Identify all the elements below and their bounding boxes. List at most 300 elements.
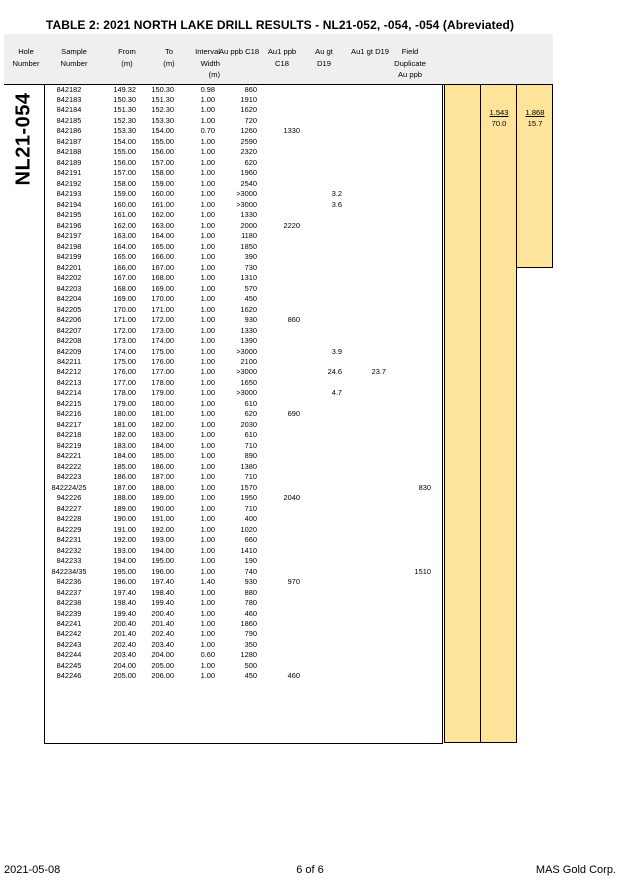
cell-to: 186.00 [151,461,174,471]
cell-to: 164.00 [151,231,174,241]
cell-to: 157.00 [151,157,174,167]
table-row [44,388,443,398]
cell-au1-d19: 23.7 [371,367,386,377]
cell-width: 1.00 [200,367,215,377]
cell-to: 205.00 [151,660,174,670]
cell-width: 1.00 [200,336,215,346]
cell-to: 158.00 [151,168,174,178]
cell-au-c18: 730 [244,262,257,272]
cell-au-c18: 1390 [240,336,257,346]
cell-to: 159.00 [151,178,174,188]
cell-sample: 842218 [56,430,82,440]
cell-from: 177.00 [113,377,136,387]
cell-width: 1.00 [200,587,215,597]
table-header [4,34,553,85]
cell-sample: 842194 [56,199,82,209]
cell-au-c18: 1570 [240,482,257,492]
header-hole: Hole Number [12,47,40,68]
cell-width: 1.00 [200,377,215,387]
highlight-column-2 [480,84,517,743]
cell-sample: 842239 [56,608,82,618]
cell-to: 166.00 [151,252,174,262]
cell-au-c18: 350 [244,639,257,649]
cell-au-c18: 710 [244,472,257,482]
cell-from: 193.00 [113,545,136,555]
cell-sample: 842238 [56,598,82,608]
table-row [44,189,443,199]
cell-width: 1.00 [200,178,215,188]
table-row [44,619,443,629]
cell-sample: 842231 [56,535,82,545]
table-row [44,147,443,157]
cell-au-d19: 3.2 [331,189,342,199]
cell-width: 1.00 [200,356,215,366]
cell-au-c18: 930 [244,315,257,325]
cell-width: 1.00 [200,199,215,209]
cell-from: 195.00 [113,566,136,576]
cell-sample: 842228 [56,514,82,524]
cell-from: 149.32 [113,84,136,94]
table-row [44,105,443,115]
header-sample: Sample Number [60,47,88,68]
cell-au-c18: 930 [244,577,257,587]
cell-to: 181.00 [151,409,174,419]
table-row [44,514,443,524]
cell-to: 189.00 [151,493,174,503]
cell-from: 205.00 [113,671,136,681]
table-row [44,598,443,608]
cell-sample: 842186 [56,126,82,136]
cell-au-c18: 1620 [240,105,257,115]
cell-width: 0.60 [200,650,215,660]
cell-sample: 842223 [56,472,82,482]
cell-to: 200.40 [151,608,174,618]
table-row [44,336,443,346]
cell-from: 196.00 [113,577,136,587]
cell-from: 170.00 [113,304,136,314]
cell-au-c18: 790 [244,629,257,639]
cell-from: 181.00 [113,419,136,429]
cell-au-c18: 1410 [240,545,257,555]
cell-width: 1.00 [200,157,215,167]
cell-sample: 842217 [56,419,82,429]
cell-to: 194.00 [151,545,174,555]
header-to: To (m) [163,47,175,68]
cell-width: 1.00 [200,618,215,628]
cell-sample: 842212 [56,367,82,377]
cell-to: 196.00 [151,566,174,576]
cell-sample: 842233 [56,556,82,566]
cell-sample: 842199 [56,252,82,262]
cell-to: 167.00 [151,262,174,272]
cell-to: 187.00 [151,472,174,482]
cell-sample: 842193 [56,189,82,199]
table-row [44,650,443,660]
cell-from: 163.00 [113,231,136,241]
cell-au-c18: 610 [244,430,257,440]
cell-width: 1.00 [200,388,215,398]
cell-sample: 842221 [56,451,82,461]
table-row [44,430,443,440]
cell-width: 1.00 [200,273,215,283]
cell-sample: 842201 [56,262,82,272]
cell-sample: 842185 [56,115,82,125]
table-row [44,399,443,409]
cell-sample: 842237 [56,587,82,597]
table-row [44,326,443,336]
cell-width: 1.00 [200,231,215,241]
table-row [44,378,443,388]
cell-from: 150.30 [113,94,136,104]
cell-to: 152.30 [151,105,174,115]
table-row [44,95,443,105]
cell-to: 155.00 [151,136,174,146]
cell-from: 176.00 [113,367,136,377]
cell-to: 163.00 [151,220,174,230]
cell-sample: 842246 [56,671,82,681]
cell-to: 182.00 [151,419,174,429]
cell-to: 195.00 [151,556,174,566]
table-row [44,305,443,315]
header-duplicate: Field Duplicate Au ppb [394,47,426,79]
cell-au-c18: 2320 [240,147,257,157]
cell-sample: 842222 [56,461,82,471]
cell-to: 161.00 [151,199,174,209]
cell-to: 168.00 [151,273,174,283]
cell-to: 190.00 [151,503,174,513]
cell-from: 190.00 [113,514,136,524]
table-row [44,472,443,482]
table-row [44,483,443,493]
cell-au-c18: 1950 [240,493,257,503]
cell-width: 1.00 [200,639,215,649]
cell-from: 161.00 [113,210,136,220]
cell-to: 184.00 [151,440,174,450]
cell-width: 1.00 [200,241,215,251]
cell-au-c18: 890 [244,451,257,461]
cell-au1-c18: 690 [287,409,300,419]
cell-from: 184.00 [113,451,136,461]
cell-width: 1.00 [200,283,215,293]
cell-sample: 842204 [56,294,82,304]
cell-to: 188.00 [151,482,174,492]
header-au1-c18: Au1 ppb C18 [267,47,297,68]
cell-sample: 842216 [56,409,82,419]
cell-au-c18: 390 [244,252,257,262]
cell-au-c18: 460 [244,608,257,618]
cell-sample: 842182 [56,84,82,94]
cell-au-d19: 24.6 [327,367,342,377]
table-row [44,126,443,136]
cell-width: 1.00 [200,535,215,545]
cell-width: 1.00 [200,136,215,146]
cell-width: 1.00 [200,566,215,576]
summary-col1-top: 1.543 [489,108,509,117]
table-row [44,347,443,357]
cell-width: 1.00 [200,252,215,262]
cell-from: 182.00 [113,430,136,440]
cell-from: 169.00 [113,294,136,304]
cell-au-c18: 1280 [240,650,257,660]
cell-width: 1.00 [200,409,215,419]
cell-to: 178.00 [151,377,174,387]
table-row [44,284,443,294]
summary-col2-top: 1.868 [525,108,545,117]
cell-from: 167.00 [113,273,136,283]
table-row [44,294,443,304]
cell-from: 152.30 [113,115,136,125]
table-row [44,210,443,220]
cell-from: 156.00 [113,157,136,167]
cell-width: 1.00 [200,503,215,513]
cell-from: 197.40 [113,587,136,597]
cell-width: 0.70 [200,126,215,136]
cell-au-c18: >3000 [236,189,257,199]
cell-width: 1.00 [200,671,215,681]
table-row [44,671,443,681]
header-au-c18: Au ppb C18 [218,47,260,56]
cell-to: 176.00 [151,356,174,366]
cell-sample: 842188 [56,147,82,157]
cell-width: 1.00 [200,325,215,335]
cell-sample: 842198 [56,241,82,251]
header-au-d19: Au gt D19 [315,47,333,68]
cell-width: 1.00 [200,660,215,670]
cell-width: 1.00 [200,556,215,566]
cell-to: 192.00 [151,524,174,534]
cell-au1-c18: 2040 [283,493,300,503]
cell-au-d19: 3.6 [331,199,342,209]
cell-from: 164.00 [113,241,136,251]
cell-to: 193.00 [151,535,174,545]
cell-au-c18: 710 [244,503,257,513]
cell-from: 204.00 [113,660,136,670]
cell-from: 185.00 [113,461,136,471]
table-row [44,629,443,639]
cell-au-c18: 710 [244,440,257,450]
cell-width: 1.00 [200,514,215,524]
cell-to: 154.00 [151,126,174,136]
cell-au-c18: 1260 [240,126,257,136]
cell-from: 171.00 [113,315,136,325]
cell-to: 177.00 [151,367,174,377]
table-row [44,116,443,126]
cell-width: 1.00 [200,461,215,471]
cell-au-c18: >3000 [236,367,257,377]
cell-width: 1.00 [200,315,215,325]
cell-au-c18: 1020 [240,524,257,534]
cell-sample: 842191 [56,168,82,178]
table-row [44,263,443,273]
cell-sample: 842187 [56,136,82,146]
cell-sample: 842184 [56,105,82,115]
cell-to: 170.00 [151,294,174,304]
cell-from: 165.00 [113,252,136,262]
cell-width: 1.00 [200,94,215,104]
cell-sample: 842208 [56,336,82,346]
footer-date: 2021-05-08 [4,864,61,876]
footer-page: 6 of 6 [296,864,324,876]
cell-width: 1.00 [200,220,215,230]
cell-width: 1.00 [200,304,215,314]
cell-sample: 842214 [56,388,82,398]
table-row [44,409,443,419]
cell-to: 179.00 [151,388,174,398]
cell-au-c18: 1330 [240,210,257,220]
table-row [44,546,443,556]
cell-from: 192.00 [113,535,136,545]
cell-width: 1.00 [200,482,215,492]
cell-duplicate: 830 [418,482,431,492]
cell-sample: 842245 [56,660,82,670]
cell-au-c18: 2030 [240,419,257,429]
cell-au-c18: 1910 [240,94,257,104]
cell-from: 186.00 [113,472,136,482]
cell-au-c18: >3000 [236,388,257,398]
cell-to: 151.30 [151,94,174,104]
cell-au-c18: 500 [244,660,257,670]
cell-au-c18: 780 [244,598,257,608]
cell-from: 187.00 [113,482,136,492]
cell-from: 175.00 [113,356,136,366]
cell-to: 156.00 [151,147,174,157]
cell-sample: 842232 [56,545,82,555]
cell-from: 151.30 [113,105,136,115]
cell-au-c18: 1380 [240,461,257,471]
cell-from: 155.00 [113,147,136,157]
cell-au-c18: 2590 [240,136,257,146]
cell-sample: 842196 [56,220,82,230]
cell-au-c18: >3000 [236,199,257,209]
cell-au1-c18: 460 [287,671,300,681]
cell-au-c18: 450 [244,294,257,304]
cell-to: 185.00 [151,451,174,461]
cell-width: 1.00 [200,608,215,618]
footer-company: MAS Gold Corp. [535,864,616,876]
table-row [44,535,443,545]
cell-sample: 842206 [56,315,82,325]
cell-sample: 842234/35 [51,566,87,576]
table-row [44,493,443,503]
cell-au-c18: 1960 [240,168,257,178]
cell-sample: 842215 [56,398,82,408]
table-row [44,577,443,587]
cell-from: 198.40 [113,598,136,608]
cell-width: 1.40 [200,577,215,587]
cell-sample: 842227 [56,503,82,513]
cell-au-c18: >3000 [236,346,257,356]
cell-au-c18: 620 [244,409,257,419]
cell-sample: 842183 [56,94,82,104]
cell-to: 171.00 [151,304,174,314]
table-row [44,200,443,210]
cell-to: 173.00 [151,325,174,335]
table-row [44,357,443,367]
cell-sample: 842242 [56,629,82,639]
summary-col1-bottom: 70.0 [491,119,507,128]
table-row [44,661,443,671]
cell-from: 194.00 [113,556,136,566]
table-row [44,556,443,566]
cell-width: 1.00 [200,294,215,304]
cell-from: 168.00 [113,283,136,293]
cell-au1-c18: 1330 [283,126,300,136]
cell-from: 200.40 [113,618,136,628]
table-row [44,441,443,451]
cell-from: 173.00 [113,336,136,346]
cell-from: 189.00 [113,503,136,513]
cell-to: 169.00 [151,283,174,293]
table-title: TABLE 2: 2021 NORTH LAKE DRILL RESULTS - NL21-052, -054, -054 (Abreviated) [45,18,515,32]
cell-to: 203.40 [151,639,174,649]
cell-to: 172.00 [151,315,174,325]
table-row [44,168,443,178]
cell-from: 160.00 [113,199,136,209]
table-row [44,367,443,377]
cell-au-c18: 2540 [240,178,257,188]
cell-width: 1.00 [200,472,215,482]
cell-au-c18: 570 [244,283,257,293]
cell-au-c18: 2100 [240,356,257,366]
cell-from: 159.00 [113,189,136,199]
cell-from: 202.40 [113,639,136,649]
cell-to: 183.00 [151,430,174,440]
table-row [44,221,443,231]
cell-au-c18: 720 [244,115,257,125]
cell-au-c18: 2000 [240,220,257,230]
cell-au-c18: 620 [244,157,257,167]
cell-sample: 942226 [56,493,82,503]
header-width: Interval Width (m) [195,47,220,79]
cell-to: 202.40 [151,629,174,639]
cell-from: 154.00 [113,136,136,146]
table-row [44,567,443,577]
cell-from: 201.40 [113,629,136,639]
cell-au-c18: 880 [244,587,257,597]
cell-sample: 842241 [56,618,82,628]
cell-au1-c18: 970 [287,577,300,587]
cell-width: 1.00 [200,346,215,356]
cell-to: 180.00 [151,398,174,408]
cell-to: 198.40 [151,587,174,597]
cell-au-c18: 860 [244,84,257,94]
cell-au-c18: 1650 [240,377,257,387]
cell-sample: 842195 [56,210,82,220]
table-row [44,158,443,168]
cell-width: 1.00 [200,189,215,199]
cell-from: 179.00 [113,398,136,408]
table-row [44,315,443,325]
cell-to: 206.00 [151,671,174,681]
table-row [44,462,443,472]
cell-au-c18: 1850 [240,241,257,251]
cell-from: 157.00 [113,168,136,178]
cell-width: 1.00 [200,440,215,450]
cell-sample: 842229 [56,524,82,534]
cell-sample: 842219 [56,440,82,450]
cell-au-c18: 1620 [240,304,257,314]
table-row [44,640,443,650]
cell-au-c18: 450 [244,671,257,681]
highlight-column-1 [444,84,481,743]
cell-width: 1.00 [200,398,215,408]
cell-to: 191.00 [151,514,174,524]
table-bottom-border [44,743,443,744]
table-row [44,242,443,252]
cell-sample: 842205 [56,304,82,314]
cell-sample: 842236 [56,577,82,587]
cell-from: 166.00 [113,262,136,272]
